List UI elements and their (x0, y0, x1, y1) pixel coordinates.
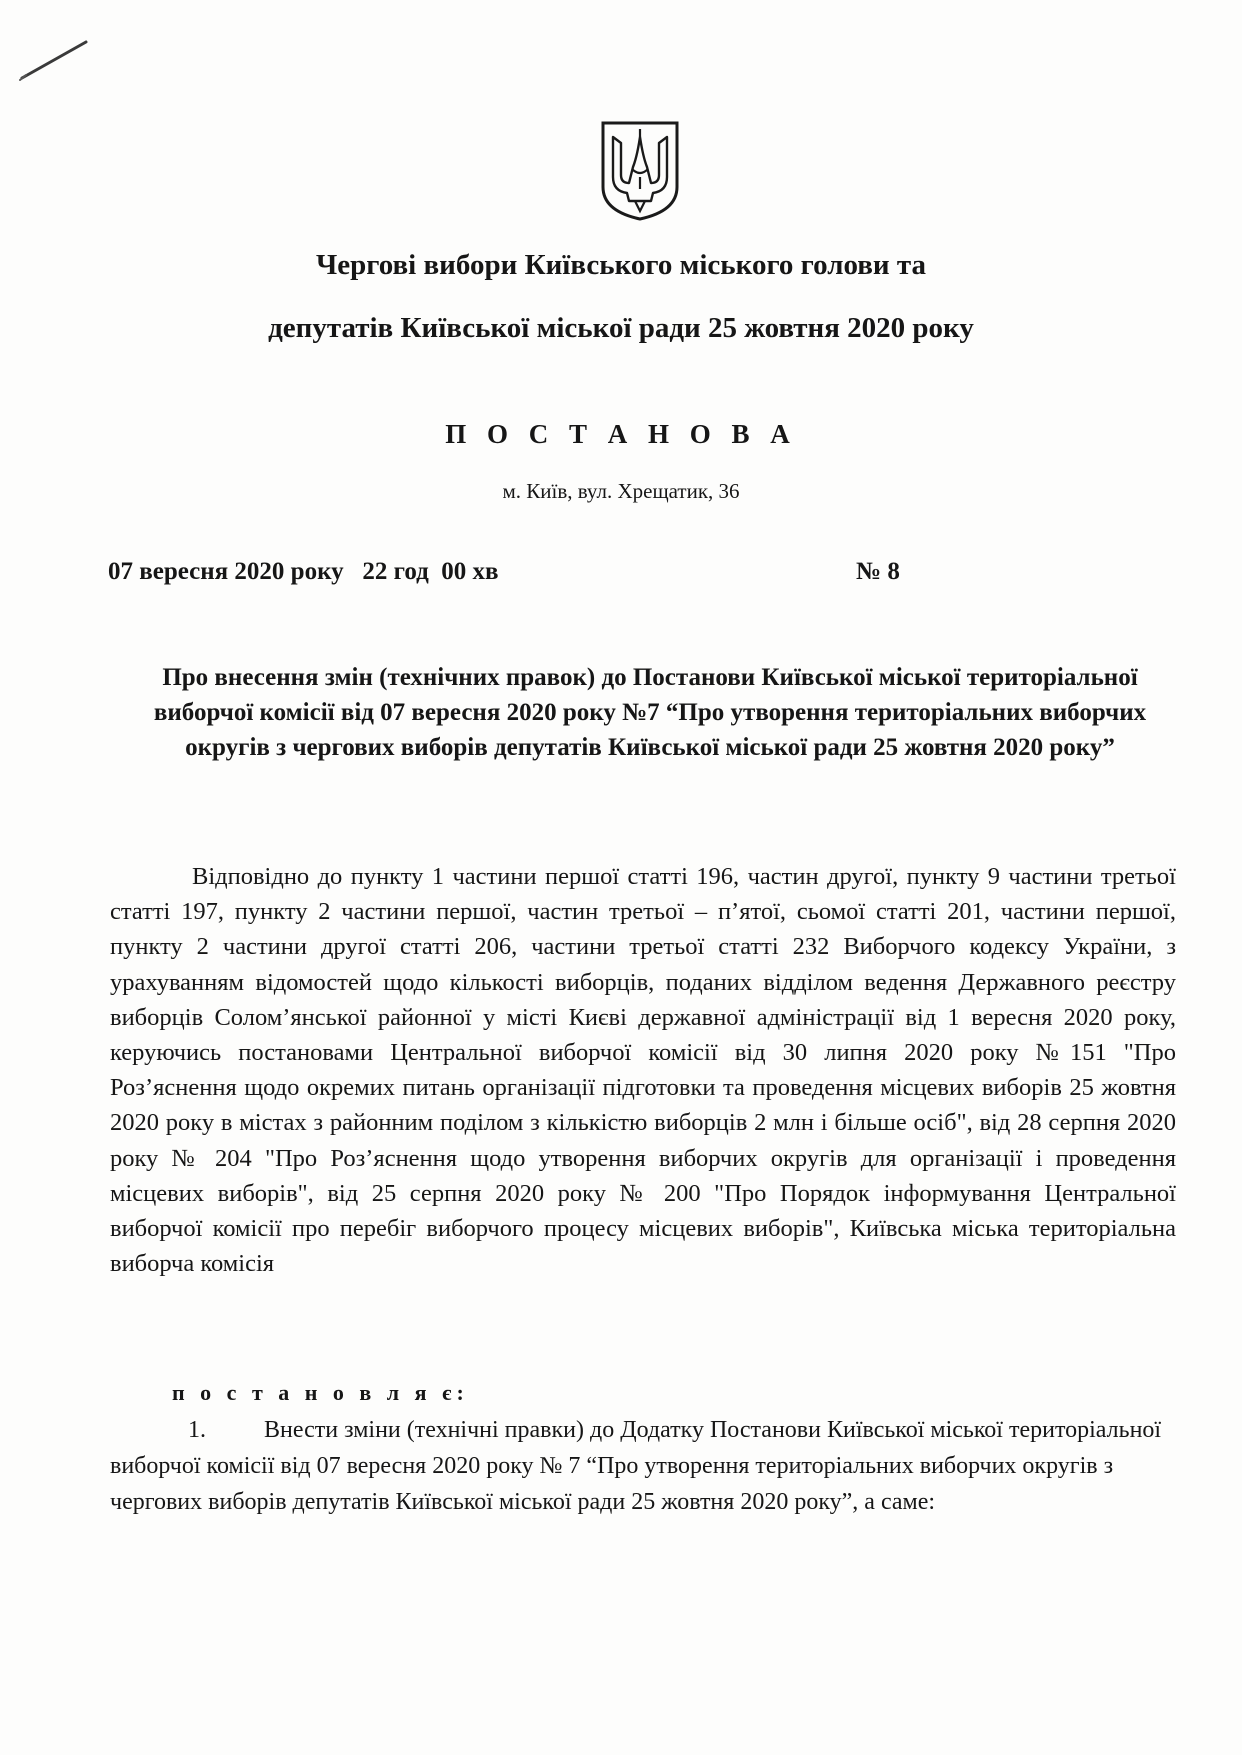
list-item-number: 1. (188, 1417, 206, 1443)
decree-subject: Про внесення змін (технічних правок) до Постанови Київської міської територіальної виборчої комісії від 07 вересня 2020 року №7 “Про утворення територіальних виборчих округів з чергових виборів депутатів Київської міської ради 25 жовтня 2020 року” (153, 664, 1147, 761)
decree-type: П О С Т А Н О В А (445, 419, 797, 449)
coat-of-arms-icon (599, 119, 681, 222)
list-item-text: Внести зміни (технічні правки) до Додатку Постанови Київської міської територіальної виборчої комісії від 07 вересня 2020 року № 7 “Про утворення територіальних виборчих округів з чергових виборів депутатів Київської міської ради 25 жовтня 2020 року”, а саме: (110, 1417, 1162, 1515)
election-title-line-1: Чергові вибори Київського міського голови та (316, 249, 926, 281)
decree-place: м. Київ, вул. Хрещатик, 36 (502, 479, 740, 503)
resolves-label: п о с т а н о в л я є: (172, 1380, 469, 1405)
list-item (110, 1412, 1176, 1520)
decree-date: 07 вересня 2020 року 22 год 00 хв (108, 558, 499, 585)
election-title-line-2: депутатів Київської міської ради 25 жовтня 2020 року (268, 312, 974, 344)
preamble-paragraph: Відповідно до пункту 1 частини першої статті 196, частин другої, пункту 9 частини третьої статті 197, пункту 2 частини першої, частин третьої – п’ятої, сьомої статті 201, частини першої, пункту 2 частини другої статті 206, частини третьої статті 232 Виборчого кодексу України, з урахуванням відомостей щодо кількості виборців, поданих відділом ведення Державного реєстру виборців Солом’янської районної у місті Києві державної адміністрації від 1 вересня 2020 року, керуючись постановами Центральної виборчої комісії від 30 липня 2020 року №151 "Про Роз’яснення щодо окремих питань організації підготовки та проведення місцевих виборів 25 жовтня 2020 року в містах з районним поділом з кількістю виборців 2 млн і більше осіб", від 28 серпня 2020 року № 204 "Про Роз’яснення щодо утворення виборчих округів для організації і проведення місцевих виборів", від 25 серпня 2020 року № 200 "Про Порядок інформування Центральної виборчої комісії про перебіг виборчого процесу місцевих виборів", Київська міська територіальна виборча комісія (110, 863, 1176, 1278)
pen-stroke-mark (18, 36, 90, 84)
decree-number: № 8 (856, 558, 900, 585)
